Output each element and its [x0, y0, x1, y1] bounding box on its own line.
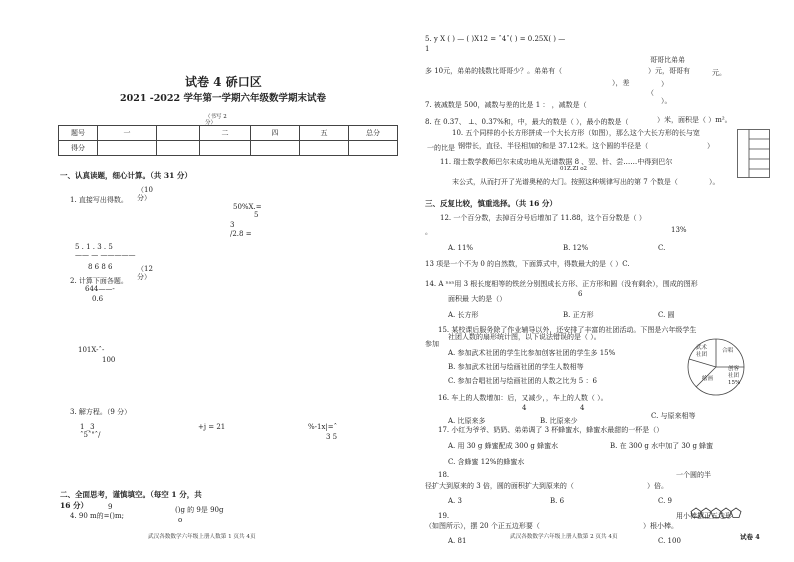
q1-fragment: —— — ————— — [75, 251, 136, 259]
q1-fragment: 8 6 8 6 — [88, 263, 113, 271]
q2-fragment: 100 — [102, 356, 116, 364]
q3-fragment: 1 _3 — [80, 423, 95, 431]
section-1-heading: 一、认真读题，细心计算。（共 31 分） — [60, 171, 192, 180]
q10-fragment: 一的比是 — [427, 144, 455, 152]
q19-label: 19. — [438, 512, 450, 520]
q15-option-c: C. 参加合唱社团与绘画社团的人数之比为 5 ：6 — [448, 377, 597, 385]
q8-fragment: ）米，面积是（ ）m²。 — [657, 116, 732, 124]
table-cell — [300, 141, 349, 156]
q1-points: （10 分） — [137, 186, 153, 203]
q1-fragment: 5 — [254, 211, 259, 219]
q15-text: 社团人数的扇形统计图，以下说法错误的是（ ）。 — [448, 333, 601, 341]
q2-fragment: 644——- — [85, 285, 115, 293]
q1-label: 1. 直接写出得数。 — [70, 196, 128, 204]
q3-label: 3. 解方程。（9 分） — [70, 408, 132, 416]
pie-label-painting: 绘画 — [702, 376, 714, 382]
q12-fragment: 。 — [425, 228, 432, 236]
right-footer-tag: 试卷 4 — [740, 533, 760, 541]
q12-option-b: B. 12% — [563, 244, 589, 252]
table-cell: 总分 — [349, 126, 398, 141]
q4-text: ()g 的 9是 90g — [175, 506, 224, 514]
q5-fragment: 1 — [425, 45, 430, 53]
pie-label-chorus: 合唱 — [722, 348, 734, 354]
table-cell — [157, 141, 200, 156]
table-cell: 题号 — [59, 126, 98, 141]
handwriting-score-note: （书写 2 分） — [205, 114, 227, 127]
q12-fragment: 13% — [671, 226, 687, 234]
pie-label-maker: 创客 — [728, 366, 740, 372]
q18-fragment: ）倍。 — [647, 482, 668, 490]
table-cell: 得分 — [59, 141, 98, 156]
q18-option-b: B. 6 — [550, 497, 565, 505]
q2-points: （12 分） — [137, 265, 153, 282]
q6-fragment: ）元，哥哥有 — [648, 67, 690, 75]
q3-fragment: +j = 21 — [198, 423, 226, 431]
q15-text: 15. 某校课后服务除了作业辅导以外，还安排了丰富的社团活动。下图是六年级学生 — [438, 326, 697, 334]
table-cell: 五 — [300, 126, 349, 141]
q1-fragment: 5 . 1 . 3 . 5 — [75, 243, 113, 251]
q5-text: 5. y X ( ) — ( )X12 = ˆ4ˆ( ) = 0.25X( ) — — [425, 35, 566, 43]
q1-fragment: /2.8 = — [230, 230, 252, 238]
rectangles-figure — [737, 129, 771, 179]
table-cell: 二 — [200, 126, 251, 141]
section-2-heading: 二、全面思考，谨慎填空。（每空 1 分，共 16 分） — [60, 490, 202, 511]
q14-option-a: A. 长方形 — [448, 311, 479, 319]
q6-fragment: ），差 — [612, 79, 630, 87]
q11-fragment: ）。 — [709, 178, 720, 186]
q17-option-b: B. 在 300 g 水中加了 30 g 蜂蜜 — [610, 442, 714, 450]
pie-label-wushu: 社团 — [696, 352, 708, 358]
table-cell — [349, 141, 398, 156]
q19-option-c: C. 100 — [658, 537, 681, 545]
q2-label: 2. 计算下面各题。 — [70, 277, 128, 285]
q18-option-a: A. 3 — [448, 497, 462, 505]
section-3-heading: 三、反复比较，慎重选择。（共 16 分） — [425, 199, 557, 208]
pentagons-figure — [690, 507, 750, 523]
q4-fragment: 9 — [108, 503, 113, 511]
table-cell — [200, 141, 251, 156]
q14-text: 面积最 大的是（） — [448, 295, 507, 303]
q12-text: 12. 一个百分数，去掉百分号后增加了 11.88，这个百分数是（ ） — [440, 214, 646, 222]
q15-option-a: A. 参加武术社团的学生比参加创客社团的学生多 15% — [448, 349, 616, 357]
q7-text: 7. 被减数是 500，减数与差的比是 1 ： ，减数是（ — [425, 101, 587, 109]
exam-title: 试卷 4 硚口区 — [185, 75, 262, 89]
q6-fragment: 哥哥比弟弟 — [650, 56, 685, 64]
q11-text: 末公式，从而打开了光谱奥秘的大门。按照这种规律写出的第 7 个数是（ — [452, 178, 678, 186]
q11-text: 11. 瑞士数学教师巴尔末成功地从光谱数据 8 、翌、针、尝……中得到巴尔 — [440, 158, 673, 166]
q13-text: 13 项是一个不为 0 的自然数，下面算式中，得数最大的是（ ）C. — [425, 260, 630, 268]
table-cell — [98, 141, 157, 156]
q12-option-a: A. 11% — [448, 244, 474, 252]
table-cell: 一 — [98, 126, 157, 141]
q17-text: 17. 小红为爷爷、奶奶、弟弟调了 3 杯蜂蜜水，蜂蜜水最甜的一杯是（） — [438, 426, 664, 434]
q10-text: 钢带长，直径、半径相加的和是 37.12米。这个圆的半径是（ — [458, 142, 649, 150]
q16-option-c: C. 与原来相等 — [651, 412, 696, 420]
score-table — [58, 125, 398, 156]
q18-fragment: 一个圆的半 — [676, 471, 711, 479]
q14-option-b: B. 正方形 — [563, 311, 594, 319]
right-page-footer: 武汉各数数学六年级上册人数第 2 页共 4页 — [510, 534, 618, 540]
q18-label: 18. — [438, 471, 450, 479]
q14-text: 14. A ⁿᵃⁿ用 3 根长度相等的铁丝分别围成长方形、正方形和圆（没有剩余），围成的图形 — [425, 280, 698, 288]
q10-text: 10. 五个同样的小长方形拼成一个大长方形（如图），那么这个大长方形的长与宽 — [452, 129, 700, 137]
q16-fragment: 4 — [580, 404, 585, 412]
left-page-footer: 武汉各数数学六年级上册人数第 1 页共 4页 — [148, 534, 256, 540]
q16-option-b: B. 比原来少 — [540, 417, 578, 425]
q3-fragment: ˆ5ˆ"ˆ/ — [80, 431, 101, 439]
q10-fragment: ） — [707, 142, 714, 150]
q15-fragment: 参加 — [425, 340, 439, 348]
q12-option-c: C. — [658, 244, 666, 252]
q6-text: 多 10元，弟弟的钱数比哥哥少？。弟弟有（ — [425, 67, 563, 75]
q4-fragment: o — [178, 516, 183, 524]
q19-fragment: ）根小棒。 — [643, 522, 678, 530]
q2-fragment: 0.6 — [92, 295, 104, 303]
pie-label-maker-pct: 15% — [728, 380, 741, 386]
table-cell: 四 — [251, 126, 300, 141]
q16-text: 16. 车上的人数增加：后，又减少，，车上的人数（ ）。 — [438, 394, 608, 402]
q14-fragment: 6 — [578, 290, 583, 298]
q6-fragment: 元。 — [712, 69, 726, 77]
q19-text: （如图所示），摆 20 个正五边形要（ — [425, 522, 540, 530]
q14-option-c: C. 圆 — [658, 311, 675, 319]
q6-fragment: （ — [647, 89, 654, 97]
q1-fragment: 50%X.= — [233, 203, 262, 211]
q7-fragment: ）。 — [661, 97, 672, 105]
q16-fragment: 4 — [522, 404, 527, 412]
q8-text: 8. 在 0.37、 ⊥、0.37%和，中，最大的数是（ ），最小的数是（ — [425, 118, 629, 126]
q19-fragment: 用小棒摆正五边形 — [676, 512, 732, 520]
q17-option-a: A. 用 30 g 蜂蜜配成 300 g 蜂蜜水 — [448, 442, 559, 450]
q18-text: 径扩大到原来的 3 倍，圆的面积扩大到原来的（ — [425, 482, 574, 490]
q11-fragment: 01Z.ZI o2 — [560, 166, 588, 172]
q2-fragment: 101X-ˆ- — [78, 346, 105, 354]
q3-fragment: %-1x|=ˆ — [308, 423, 338, 431]
pie-label-wushu: 武术 — [696, 345, 708, 351]
table-cell — [251, 141, 300, 156]
q19-option-a: A. 81 — [448, 537, 467, 545]
q18-option-c: C. 9 — [658, 497, 673, 505]
exam-subtitle: 2021 -2022 学年第一学期六年级数学期末试卷 — [120, 93, 326, 104]
q1-fragment: 3 — [230, 221, 235, 229]
q4-text: 4. 90 m的=()m; — [70, 512, 124, 520]
q16-option-a: A. 比原来多 — [448, 417, 486, 425]
table-cell — [157, 126, 200, 141]
q17-option-c: C. 含蜂蜜 12%的蜂蜜水 — [448, 458, 525, 466]
q6-fragment: ） — [661, 80, 668, 88]
pie-label-maker: 社团 — [728, 373, 740, 379]
q15-option-b: B. 参加武术社团与绘画社团的学生人数相等 — [448, 363, 584, 371]
q3-fragment: 3 5 — [326, 433, 338, 441]
